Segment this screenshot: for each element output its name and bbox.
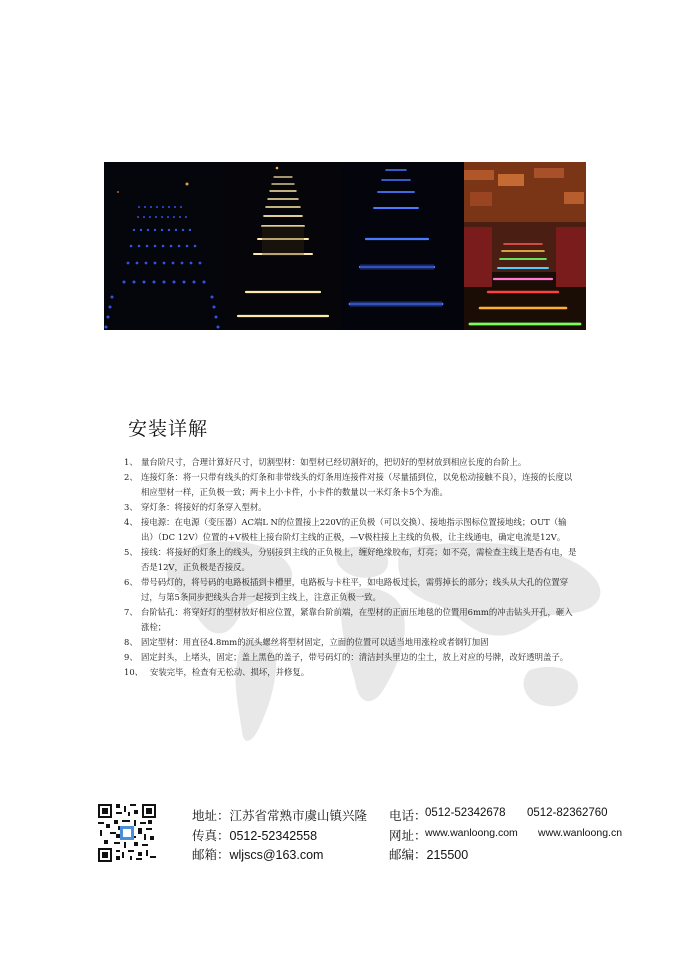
step-number: 5、 bbox=[124, 547, 138, 557]
stair-photo-blue-strips bbox=[342, 162, 464, 330]
step-text: 固定型材：用直径4.8mm的沉头螺丝将型材固定，立面的位置可以适当地用涨栓或者钢钉加固 bbox=[141, 637, 489, 647]
step-item bbox=[124, 515, 579, 545]
step-item bbox=[124, 470, 579, 500]
step-text: 带号码灯的，将号码的电路板插到卡槽里，电路板与卡柱平，如电路板过长，需剪掉长的部分；线头从大孔的位置穿过，与第5条同步把线头合并一起接到主线上，注意正负极一致。 bbox=[141, 577, 569, 602]
contact-info bbox=[192, 806, 632, 862]
photo-strip bbox=[104, 162, 586, 330]
step-number: 2、 bbox=[124, 472, 138, 482]
website-link-2[interactable]: www.wanloong.cn bbox=[538, 827, 623, 839]
step-number: 10、 bbox=[124, 667, 144, 677]
step-item bbox=[124, 545, 579, 575]
installation-steps bbox=[124, 455, 579, 680]
step-text: 安装完毕，检查有无松动、损坏，并修复。 bbox=[150, 667, 310, 677]
step-number: 1、 bbox=[124, 457, 138, 467]
step-text: 接线：将接好的灯条上的线头，分别接到主线的正负极上，缠好绝缘胶布，灯亮；如不亮，需检查主线上是否有电，是否是12V，正负极是否接反。 bbox=[141, 547, 577, 572]
step-item bbox=[124, 665, 579, 680]
qr-code-icon bbox=[98, 804, 156, 862]
phone-number-1: 0512-52342678 bbox=[425, 807, 506, 819]
step-item bbox=[124, 650, 579, 665]
fax: 传真：0512-52342558 bbox=[192, 829, 318, 843]
step-number: 9、 bbox=[124, 652, 138, 662]
step-item bbox=[124, 455, 579, 470]
stair-photo-theater-rainbow bbox=[464, 162, 586, 330]
stair-photo-warm-strips bbox=[224, 162, 342, 330]
step-number: 4、 bbox=[124, 517, 138, 527]
step-item bbox=[124, 575, 579, 605]
step-text: 固定封头，上堵头，固定；盖上黑色的盖子，带号码灯的：清洁封头里边的尘土，放上对应的号牌，改好透明盖子。 bbox=[141, 652, 569, 662]
phone-number-2: 0512-82362760 bbox=[527, 807, 608, 819]
phone-label: 电话： bbox=[389, 809, 427, 823]
website-label: 网址： bbox=[389, 829, 427, 843]
step-text: 接电源：在电源（变压器）AC端L N的位置接上220V的正负极（可以交换）、接地指示图标位置接地线；OUT（输出）（DC 12V）位置的+V极柱上接台阶灯主线的正极，—V极柱接上主线的负极，让主线通电，确定电流是12V。 bbox=[141, 517, 567, 542]
website-link-1[interactable]: www.wanloong.com bbox=[425, 827, 518, 839]
step-text: 量台阶尺寸，合理计算好尺寸，切割型材：如型材已经切割好的，把切好的型材放到相应长度的台阶上。 bbox=[141, 457, 527, 467]
address: 地址：江苏省常熟市虞山镇兴隆 bbox=[192, 809, 368, 823]
postcode: 邮编：215500 bbox=[389, 848, 469, 862]
step-number: 7、 bbox=[124, 607, 138, 617]
step-text: 穿灯条：将接好的灯条穿入型材。 bbox=[141, 502, 267, 512]
step-number: 8、 bbox=[124, 637, 138, 647]
step-item bbox=[124, 500, 579, 515]
step-number: 3、 bbox=[124, 502, 138, 512]
step-number: 6、 bbox=[124, 577, 138, 587]
step-text: 连接灯条：将一只带有线头的灯条和非带线头的灯条用连接件对接（尽量插到位，以免松动接触不良），连接的长度以相应型材一样，正负极一致；两卡上小卡件，小卡件的数量以一米灯条卡5个为准。 bbox=[141, 472, 573, 497]
section-title: 安装详解 bbox=[128, 418, 209, 440]
email[interactable]: 邮箱：wljscs@163.com bbox=[192, 848, 324, 862]
step-text: 台阶钻孔：将穿好灯的型材放好相应位置，紧靠台阶前端，在型材的正面压地毯的位置用6mm的冲击钻头开孔，砸入涨栓； bbox=[141, 607, 573, 632]
stair-photo-blue-dots bbox=[104, 162, 224, 330]
step-item bbox=[124, 605, 579, 635]
step-item bbox=[124, 635, 579, 650]
